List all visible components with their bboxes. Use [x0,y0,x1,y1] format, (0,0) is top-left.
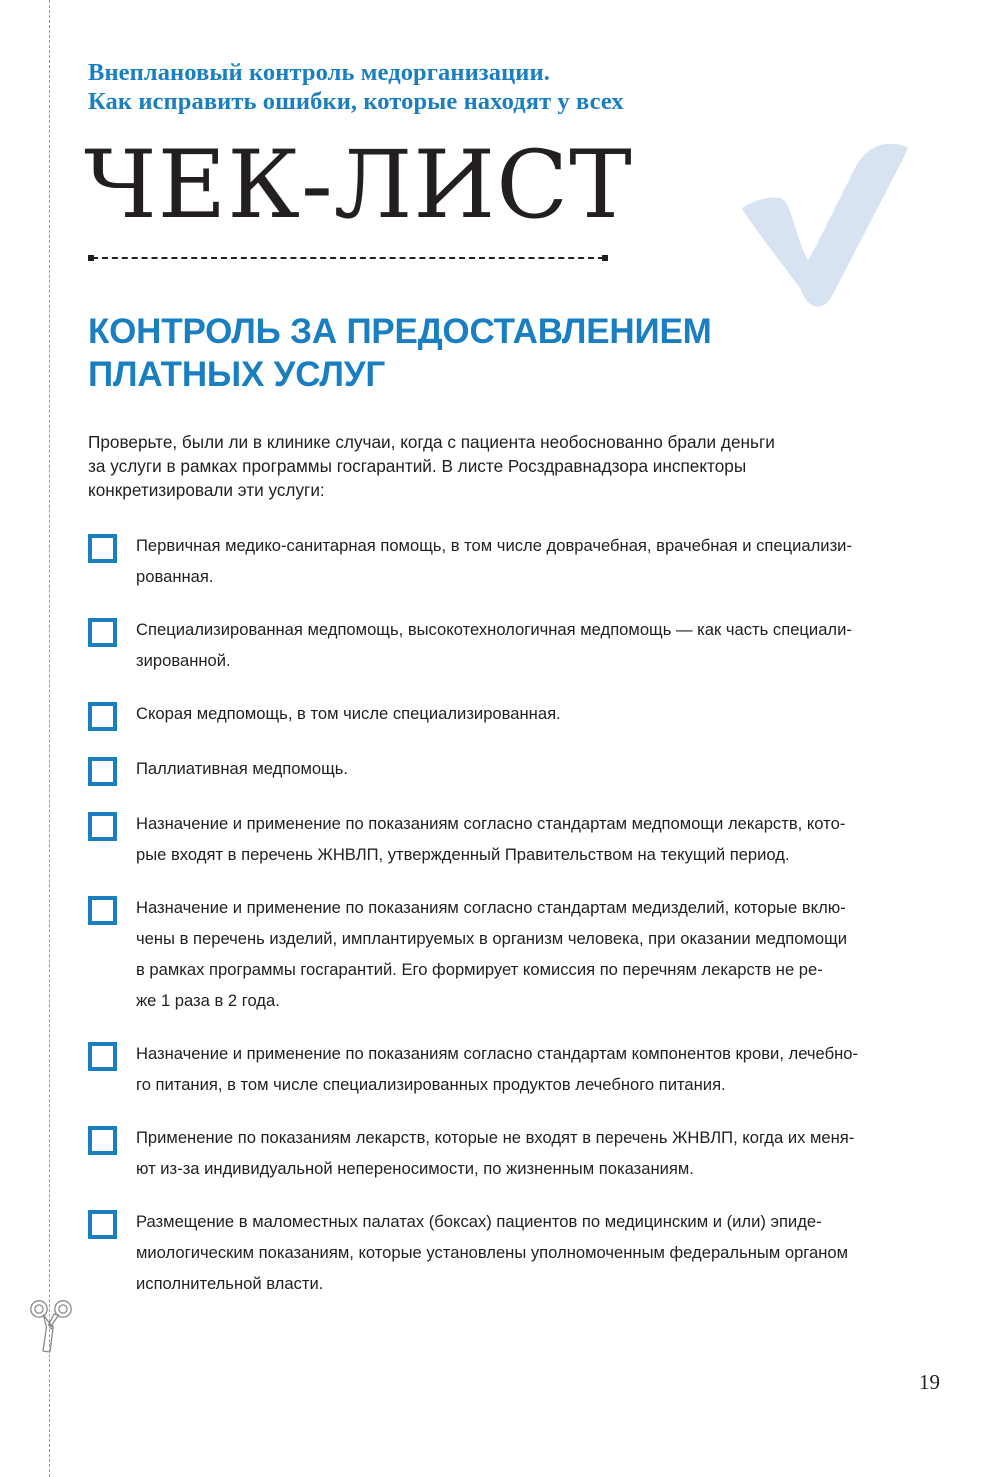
checkbox[interactable] [88,534,117,563]
list-item-text [136,698,561,729]
list-item-line: Размещение в маломестных палатах (боксах) пациентов по медицинским и (или) эпиде- [136,1212,822,1231]
checkbox[interactable] [88,618,117,647]
scissors-icon [26,1294,78,1358]
list-item-text [136,1206,848,1299]
cut-line [49,0,50,1477]
title-divider [88,254,608,262]
intro-paragraph [88,430,888,502]
checkbox[interactable] [88,1210,117,1239]
checkbox[interactable] [88,812,117,841]
list-item-text [136,530,852,592]
list-item-line: Применение по показаниям лекарств, которые не входят в перечень ЖНВЛП, когда их меня- [136,1128,855,1147]
list-item-line: Назначение и применение по показаниям согласно стандартам медпомощи лекарств, кото- [136,814,846,833]
list-item[interactable] [88,753,918,786]
list-item[interactable] [88,808,918,870]
list-item-line: рованная. [136,567,214,586]
checkmark-icon [736,120,914,310]
page-number: 19 [919,1370,940,1394]
list-item-text [136,808,845,870]
checkbox[interactable] [88,1042,117,1071]
list-item-line: рые входят в перечень ЖНВЛП, утвержденный Правительством на текущий период. [136,845,790,864]
intro-line-3: конкретизировали эти услуги: [88,480,325,500]
list-item-line: Специализированная медпомощь, высокотехнологичная медпомощь — как часть специали- [136,620,852,639]
list-item-line: Паллиативная медпомощь. [136,759,349,778]
list-item-line: в рамках программы госгарантий. Его формирует комиссия по перечням лекарств не ре- [136,960,823,979]
divider-cap-right [602,255,608,261]
intro-line-1: Проверьте, были ли в клинике случаи, когда с пациента необоснованно брали деньги [88,432,775,452]
checkbox[interactable] [88,1126,117,1155]
checkbox[interactable] [88,757,117,786]
kicker-headline [88,58,918,116]
list-item-line: чены в перечень изделий, имплантируемых в организм человека, при оказании медпомощи [136,929,848,948]
list-item-line: зированной. [136,651,231,670]
divider-line [92,257,604,259]
checkbox[interactable] [88,896,117,925]
section-title-line-2: ПЛАТНЫХ УСЛУГ [88,355,385,394]
list-item-text [136,1122,854,1184]
list-item-line: Назначение и применение по показаниям согласно стандартам медизделий, которые вклю- [136,898,846,917]
list-item[interactable] [88,1206,918,1299]
list-item-text [136,753,348,784]
list-item[interactable] [88,1122,918,1184]
section-title [88,310,878,396]
list-item-line: го питания, в том числе специализированных продуктов лечебного питания. [136,1075,726,1094]
list-item[interactable] [88,698,918,731]
checklist [88,530,918,1299]
list-item-text [136,614,852,676]
list-item[interactable] [88,892,918,1016]
list-item-text [136,892,847,1016]
big-title-block [84,131,918,244]
list-item-line: исполнительной власти. [136,1274,324,1293]
list-item-line: же 1 раза в 2 года. [136,991,280,1010]
kicker-line-2: Как исправить ошибки, которые находят у всех [88,88,624,115]
checkbox[interactable] [88,702,117,731]
intro-line-2: за услуги в рамках программы госгарантий. В листе Росздравнадзора инспекторы [88,456,747,476]
list-item[interactable] [88,614,918,676]
list-item[interactable] [88,530,918,592]
kicker-line-1: Внеплановый контроль медорганизации. [88,59,550,86]
list-item-line: ют из-за индивидуальной непереносимости, по жизненным показаниям. [136,1159,694,1178]
list-item-line: Назначение и применение по показаниям согласно стандартам компонентов крови, лечебно- [136,1044,859,1063]
page-title: ЧЕК-ЛИСТ [84,131,633,240]
content-column [84,0,918,1321]
list-item-text [136,1038,858,1100]
list-item-line: Первичная медико-санитарная помощь, в том числе доврачебная, врачебная и специализи- [136,536,852,555]
section-title-line-1: КОНТРОЛЬ ЗА ПРЕДОСТАВЛЕНИЕМ [88,312,712,351]
list-item[interactable] [88,1038,918,1100]
list-item-line: миологическим показаниям, которые установлены уполномоченным федеральным органом [136,1243,849,1262]
list-item-line: Скорая медпомощь, в том числе специализированная. [136,704,561,723]
